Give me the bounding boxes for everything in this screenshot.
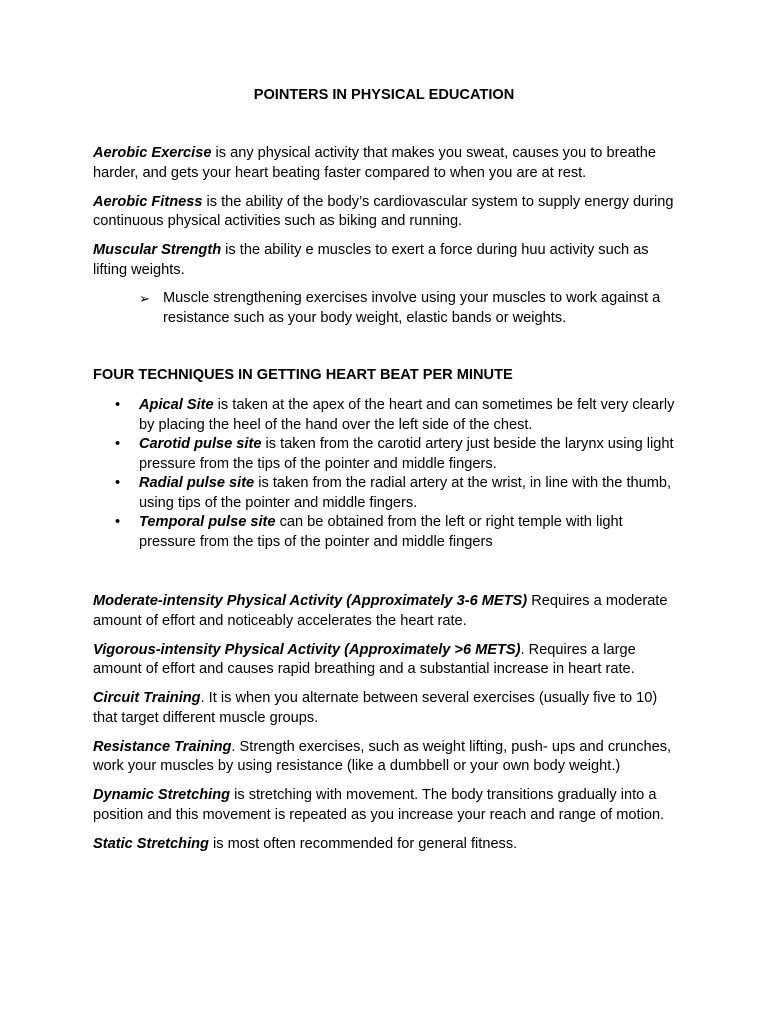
bullet-icon: • (115, 475, 121, 491)
term: Moderate-intensity Physical Activity (Approximately 3-6 METS) (93, 593, 528, 609)
term: Apical Site (139, 397, 214, 413)
definition-resistance-training (93, 738, 678, 777)
definition-text: Requires a moderate amount of effort and noticeably accelerates the heart rate. (93, 593, 668, 629)
technique-item-temporal (115, 513, 678, 552)
definition-text: . It is when you alternate between several exercises (usually five to 10) that target different muscle groups. (93, 690, 658, 726)
term: Radial pulse site (139, 475, 255, 491)
technique-text: is taken at the apex of the heart and can sometimes be felt very clearly by placing the heel of the hand over the left side of the chest. (139, 397, 675, 433)
bullet-icon: • (115, 397, 121, 413)
term: Dynamic Stretching (93, 787, 231, 803)
definition-text: is the ability e muscles to exert a force during huu activity such as lifting weights. (93, 242, 649, 278)
definition-aerobic-fitness (93, 193, 678, 232)
term: Aerobic Fitness (93, 193, 203, 210)
technique-text: is taken from the radial artery at the wrist, in line with the thumb, using tips of the pointer and middle fingers. (139, 475, 672, 511)
term: Static Stretching (93, 835, 209, 852)
bullet-icon: • (115, 514, 121, 530)
technique-item-radial (115, 474, 678, 513)
technique-text: can be obtained from the left or right temple with light pressure from the tips of the pointer and middle fingers (139, 514, 623, 550)
term: Vigorous-intensity Physical Activity (Approximately >6 METS) (93, 641, 521, 658)
arrow-bullet-icon: ➢ (139, 291, 150, 306)
definition-dynamic-stretching (93, 786, 678, 825)
sub-bullet-text: Muscle strengthening exercises involve using your muscles to work against a resistance such as your body weight, elastic bands or weights. (163, 290, 661, 326)
sub-bullet-item (139, 289, 678, 328)
definition-text: is any physical activity that makes you sweat, causes you to breathe harder, and gets your heart beating faster compared to when you are at rest. (93, 145, 656, 181)
term: Aerobic Exercise (93, 145, 212, 161)
definitions-section (93, 592, 678, 864)
term: Circuit Training (93, 690, 201, 706)
definition-aerobic-exercise (93, 144, 678, 183)
document-title: POINTERS IN PHYSICAL EDUCATION (253, 87, 515, 103)
definition-text: is the ability of the body’s cardiovascular system to supply energy during continuous physical activities such as biking and running. (93, 193, 674, 229)
term: Resistance Training (93, 738, 232, 755)
definition-text: . Requires a large amount of effort and causes rapid breathing and a substantial increase in heart rate. (93, 641, 636, 677)
definition-vigorous-intensity (93, 641, 678, 680)
bullet-icon: • (115, 436, 121, 452)
definition-text: is most often recommended for general fitness. (208, 835, 518, 852)
definition-muscular-strength (93, 241, 678, 280)
techniques-list (93, 396, 678, 552)
technique-item-apical (115, 396, 678, 435)
sub-bullet-list (93, 289, 678, 328)
section-heading: FOUR TECHNIQUES IN GETTING HEART BEAT PER MINUTE (93, 367, 513, 383)
term: Temporal pulse site (139, 514, 276, 530)
technique-item-carotid (115, 435, 678, 474)
definition-text: . Strength exercises, such as weight lifting, push- ups and crunches, work your muscles by using resistance (like a dumbbell or your own body weight.) (93, 738, 672, 774)
technique-text: is taken from the carotid artery just beside the larynx using light pressure from the tips of the pointer and middle fingers. (139, 436, 674, 472)
definition-static-stretching (93, 835, 678, 855)
definition-circuit-training (93, 689, 678, 728)
definition-text: is stretching with movement. The body transitions gradually into a position and this movement is repeated as you increase your reach and range of motion. (93, 787, 665, 823)
term: Muscular Strength (93, 242, 222, 258)
definition-moderate-intensity (93, 592, 678, 631)
intro-section (93, 144, 678, 328)
term: Carotid pulse site (139, 436, 262, 452)
